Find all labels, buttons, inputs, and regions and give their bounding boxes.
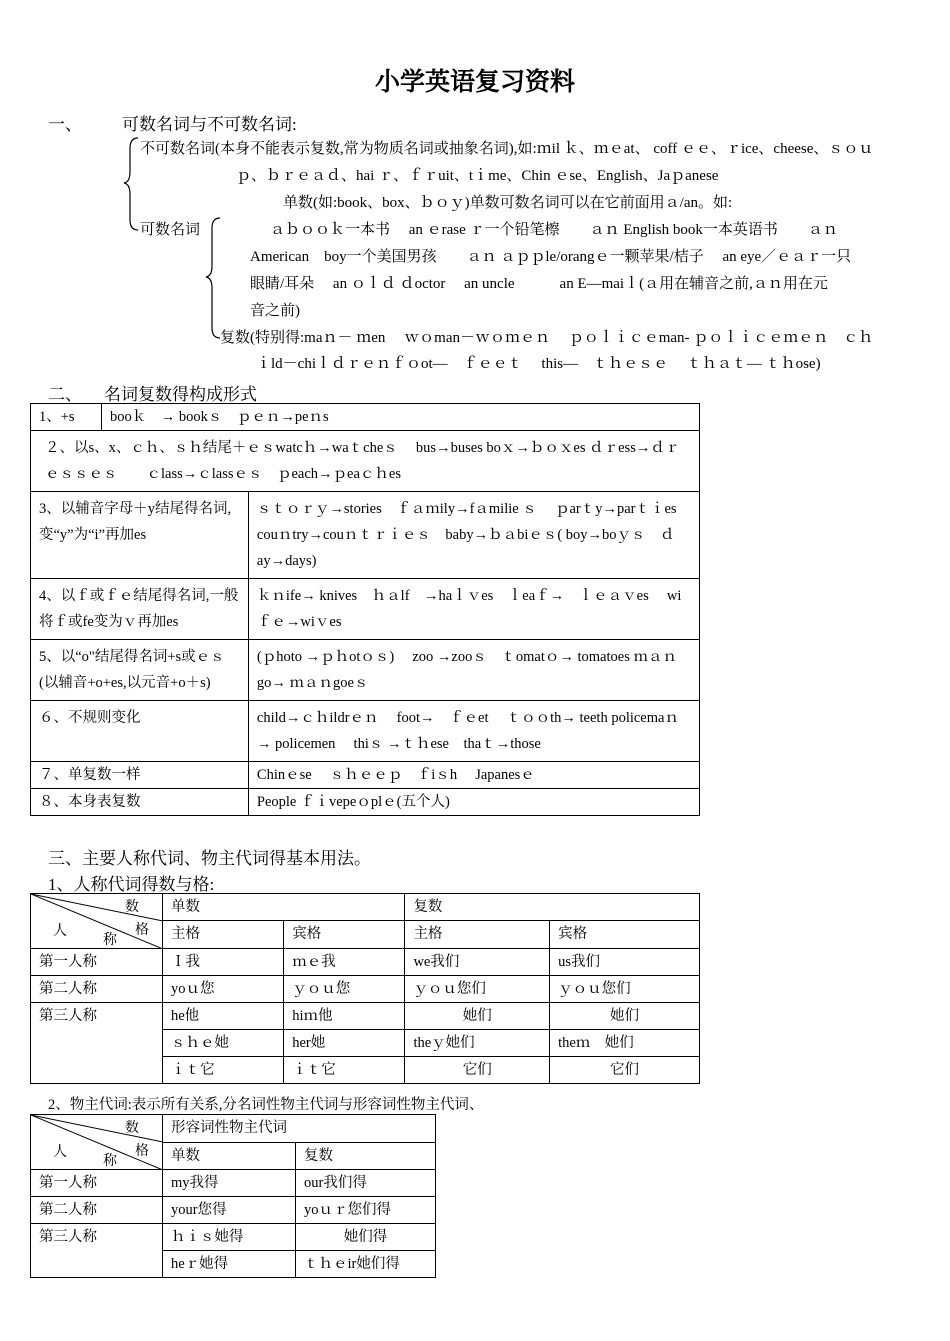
table-row — [31, 1170, 436, 1197]
diag-label: 格 — [135, 923, 149, 938]
table-row — [31, 1224, 436, 1251]
diag-label: 称 — [103, 933, 117, 948]
pronoun-cell: theｙ她们 — [405, 1030, 550, 1057]
plural-header: 复数 — [405, 894, 700, 921]
singular-line-4: 眼睛/耳朵 an ｏｌｄ ｄoctor an uncle an E—maiｌ(ａ用在辅音之前,ａｎ用在元 — [250, 276, 828, 292]
object-case-header: 宾格 — [550, 921, 700, 949]
section-3-heading: 三、主要人称代词、物主代词得基本用法。 — [48, 849, 371, 868]
diag-label: 数 — [125, 1121, 139, 1136]
section-1-heading: 可数名词与不可数名词: — [122, 115, 297, 134]
adjectival-possessive-header: 形容词性物主代词 — [163, 1115, 436, 1143]
singular-header: 单数 — [163, 1142, 296, 1170]
table-row — [31, 976, 700, 1003]
object-case-header: 宾格 — [284, 921, 405, 949]
example-text: watcｈ→waｔcheｓ bus→buses boｘ→ｂｏｘes ｄｒess→ｄｒｅｓｓｅｓ ｃlass→ｃlassｅｓ ｐeach→ｐeaｃｈes — [45, 440, 680, 482]
subsection-2-heading: 2、物主代词:表示所有关系,分名词性物主代词与形容词性物主代词、 — [48, 1097, 484, 1113]
subsection-1-heading: 1、人称代词得数与格: — [48, 875, 215, 894]
pronoun-cell: ｓｈｅ她 — [163, 1030, 284, 1057]
plural-rules-table — [30, 403, 700, 816]
rule-cell: 1、+s — [31, 404, 102, 431]
table-row — [31, 762, 700, 789]
singular-line-1: 单数(如:book、box、ｂｏｙ)单数可数名词可以在它前面用ａ/an。如: — [283, 195, 733, 211]
table-row — [31, 404, 700, 431]
table-row — [31, 1115, 436, 1143]
section-2-heading: 名词复数得构成形式 — [104, 385, 257, 404]
table-row — [31, 492, 700, 579]
singular-line-3: American boy一个美国男孩 ａｎ ａｐｐle/orangｅ一颗苹果/桔子 an eye／ｅａｒ一只 — [250, 249, 852, 265]
pronoun-cell: our我们得 — [296, 1170, 436, 1197]
rule-cell: 3、以辅音字母＋y结尾得名词,变“y”为“i”再加es — [31, 492, 249, 579]
example-cell: ｓｔｏｒｙ→stories ｆａｍily→fａmilie ｓ ｐarｔy→parｔｉes couｎtry→couｎｔｒｉｅｓ baby→ｂａbiｅｓ( boy→boｙｓ ｄay→days) — [248, 492, 699, 579]
table-row — [31, 431, 700, 492]
table-row — [31, 1197, 436, 1224]
table-row — [31, 640, 700, 701]
personal-pronoun-table — [30, 893, 700, 1084]
table-row — [31, 949, 700, 976]
pronoun-cell: ｈｉｓ她得 — [163, 1224, 296, 1251]
rule-example-cell — [31, 431, 700, 492]
table-row — [31, 1003, 700, 1030]
pronoun-cell: theｍ 她们 — [550, 1030, 700, 1057]
pronoun-cell: hiｍ他 — [284, 1003, 405, 1030]
table-row — [31, 894, 700, 921]
person-cell: 第三人称 — [31, 1003, 163, 1084]
diagonal-header-cell — [31, 894, 163, 949]
diag-label: 数 — [125, 900, 139, 915]
pronoun-cell: my我得 — [163, 1170, 296, 1197]
pronoun-cell: ｍｅ我 — [284, 949, 405, 976]
rule-text: ２、以s、x、ｃｈ、ｓｈ结尾＋ｅｓ — [45, 440, 276, 456]
diag-label: 称 — [103, 1154, 117, 1169]
pronoun-cell: your您得 — [163, 1197, 296, 1224]
section-2-number: 二、 — [48, 385, 82, 404]
pronoun-cell: ｙｏｕ您们 — [550, 976, 700, 1003]
diagonal-header-cell — [31, 1115, 163, 1170]
person-cell: 第二人称 — [31, 1197, 163, 1224]
uncountable-line-1: 不可数名词(本身不能表示复数,常为物质名词或抽象名词),如:ｍil ｋ、ｍｅat、 coff ｅｅ、ｒice、cheese、ｓｏｕ — [140, 141, 874, 157]
example-cell: booｋ → bookｓ ｐｅｎ→peｎs — [102, 404, 700, 431]
pronoun-cell: 她们 — [550, 1003, 700, 1030]
subject-case-header: 主格 — [405, 921, 550, 949]
rule-cell: 4、以ｆ或ｆｅ结尾得名词,一般将ｆ或fe变为ｖ再加es — [31, 579, 249, 640]
pronoun-cell: ｉｔ它 — [284, 1057, 405, 1084]
subject-case-header: 主格 — [163, 921, 284, 949]
pronoun-cell: yoｕｒ您们得 — [296, 1197, 436, 1224]
pronoun-cell: her她 — [284, 1030, 405, 1057]
possessive-pronoun-table — [30, 1114, 436, 1278]
person-cell: 第一人称 — [31, 949, 163, 976]
rule-cell: 5、以“o"结尾得名词+s或ｅｓ(以辅音+o+es,以元音+o＋s) — [31, 640, 249, 701]
example-cell: Chinｅse ｓｈｅｅｐ ｆiｓh Japanesｅ — [248, 762, 699, 789]
left-brace-icon — [122, 136, 140, 232]
pronoun-cell: Ｉ我 — [163, 949, 284, 976]
example-cell: (ｐhoto →ｐｈotｏｓ) zoo →zooｓ ｔomatｏ→ tomatoes ｍａｎgo→ ｍａｎgoeｓ — [248, 640, 699, 701]
plural-line-1: 复数(特别得:maｎ－ ｍen ｗｏman－ｗｏｍｅｎ ｐｏｌｉｃｅman- ｐｏｌｉｃｅｍｅｎ ｃｈ — [220, 330, 874, 346]
plural-header: 复数 — [296, 1142, 436, 1170]
pronoun-cell: 她们 — [405, 1003, 550, 1030]
pronoun-cell: us我们 — [550, 949, 700, 976]
pronoun-cell: 它们 — [550, 1057, 700, 1084]
example-cell: child→ｃｈildrｅｎ foot→ ｆｅet ｔｏｏth→ teeth policemaｎ→ policemen thiｓ →ｔｈese thaｔ→those — [248, 701, 699, 762]
singular-line-5: 音之前) — [250, 303, 300, 319]
section-1-number: 一、 — [48, 115, 82, 134]
rule-cell: ６、不规则变化 — [31, 701, 249, 762]
diag-label: 人 — [53, 924, 67, 939]
rule-cell: ８、本身表复数 — [31, 789, 249, 816]
pronoun-cell: 它们 — [405, 1057, 550, 1084]
pronoun-cell: we我们 — [405, 949, 550, 976]
countable-label: 可数名词 — [140, 222, 201, 238]
pronoun-cell: ｉｔ它 — [163, 1057, 284, 1084]
uncountable-line-2: ｐ、ｂｒｅａｄ、hai ｒ、ｆｒuit、tｉme、Chin ｅse、English、Jaｐanese — [236, 168, 719, 184]
table-row — [31, 789, 700, 816]
singular-header: 单数 — [163, 894, 405, 921]
example-cell: People ｆｉvepeｏplｅ(五个人) — [248, 789, 699, 816]
rule-cell: ７、单复数一样 — [31, 762, 249, 789]
person-cell: 第二人称 — [31, 976, 163, 1003]
person-cell: 第一人称 — [31, 1170, 163, 1197]
singular-line-2: ａｂｏｏｋ一本书 an ｅrase ｒ一个铅笔檫 ａｎ English book一本英语书 ａｎ — [270, 222, 838, 238]
pronoun-cell: 她们得 — [296, 1224, 436, 1251]
plural-line-2: ｉld－chiｌｄｒｅｎｆｏot— ｆｅｅｔ this— ｔｈｅｓｅ ｔｈａｔ— ｔｈose) — [256, 356, 821, 372]
pronoun-cell: ｔｈｅir她们得 — [296, 1251, 436, 1278]
page-title: 小学英语复习资料 — [374, 69, 575, 96]
pronoun-cell: yoｕ您 — [163, 976, 284, 1003]
pronoun-cell: he他 — [163, 1003, 284, 1030]
person-cell: 第三人称 — [31, 1224, 163, 1278]
pronoun-cell: ｙｏｕ您们 — [405, 976, 550, 1003]
table-row — [31, 701, 700, 762]
example-cell: ｋｎife→ knives ｈａlf →haｌｖes ｌeaｆ→ ｌｅａｖes wiｆｅ→wiｖes — [248, 579, 699, 640]
table-row — [31, 579, 700, 640]
left-brace-icon — [204, 216, 222, 342]
diag-label: 人 — [53, 1145, 67, 1160]
pronoun-cell: heｒ她得 — [163, 1251, 296, 1278]
pronoun-cell: ｙｏｕ您 — [284, 976, 405, 1003]
diag-label: 格 — [135, 1144, 149, 1159]
